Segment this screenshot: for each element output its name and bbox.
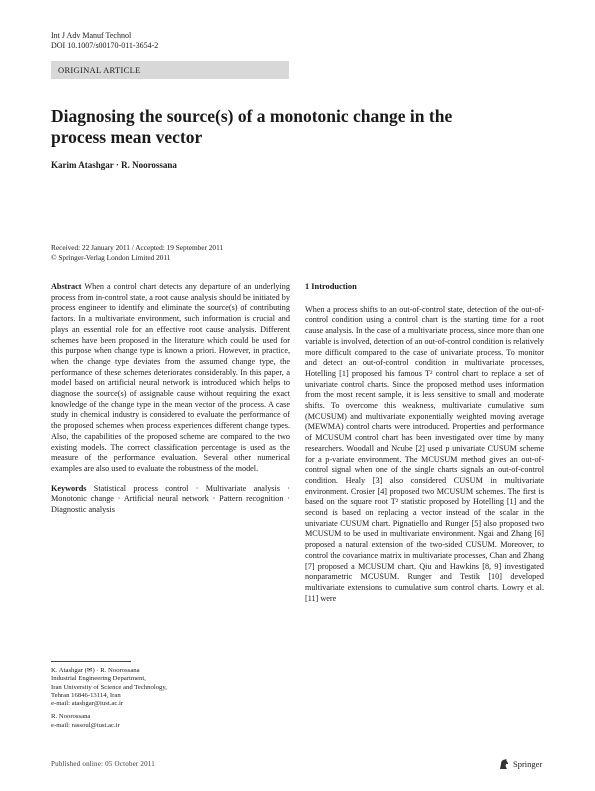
- received-date: Received: 22 January 2011 / Accepted: 19 September 2011: [51, 243, 224, 252]
- authors: Karim Atashgar · R. Noorossana: [51, 160, 177, 170]
- keywords: [51, 484, 290, 516]
- footnote-divider: [51, 661, 131, 662]
- published-online: Published online: 05 October 2011: [51, 760, 155, 768]
- doi: DOI 10.1007/s00170-011-3654-2: [51, 41, 159, 50]
- paper-title: Diagnosing the source(s) of a monotonic change in the process mean vector: [51, 106, 453, 147]
- right-column: [305, 282, 544, 604]
- article-type-label: ORIGINAL ARTICLE: [58, 65, 141, 75]
- keywords-label: Keywords: [51, 483, 87, 493]
- affiliation-line: R. Noorossana: [51, 713, 91, 721]
- abstract: [51, 282, 290, 475]
- abstract-label: Abstract: [51, 282, 82, 291]
- dates-block: [51, 243, 223, 262]
- keywords-text: Statistical process control · Multivariate analysis · Monotonic change · Artificial neural network · Pattern recognition · Diagnostic analysis: [51, 483, 290, 515]
- affiliation-line: Tehran 16846-13114, Iran: [51, 691, 121, 699]
- left-column: [51, 282, 290, 516]
- journal-name: Int J Adv Manuf Technol: [51, 31, 132, 40]
- publisher-name: Springer: [513, 759, 543, 769]
- article-type-banner: [51, 61, 289, 79]
- copyright: © Springer-Verlag London Limited 2011: [51, 252, 171, 262]
- email-link[interactable]: e-mail: rassoul@iust.ac.ir: [51, 721, 120, 729]
- affiliations: [51, 667, 167, 730]
- section-heading: 1 Introduction: [305, 282, 357, 291]
- abstract-text: When a control chart detects any departure of an underlying process from in-control state, a root cause analysis should be initiated by process engineer to identify and eliminate the source(s) of contributing factors. In a multivariate environment, such information is crucial and plays an essential role for an effective root cause analysis. Different schemes have been proposed in the literature which could be used for this purpose when change type is known a priori. However, in practice, when the change type deviates from the assumed change type, the performance of these schemes deteriorates considerably. In this paper, a model based on artificial neural network is introduced which helps to diagnose the source(s) of assignable cause without requiring the exact knowledge of the change type in the mean vector of the process. A case study in chemical industry is considered to evaluate the performance of the proposed schemes when process experiences different change types. Also, the capabilities of the proposed scheme are compared to the two existing models. The correct classification percentage is used as the measure of the performance evaluation. Several other numerical examples are also used to evaluate the robustness of the model.: [51, 282, 290, 473]
- journal-header: [51, 31, 158, 51]
- springer-knight-icon: [498, 758, 510, 770]
- affiliation-line: Iran University of Science and Technology,: [51, 683, 167, 691]
- introduction-text: When a process shifts to an out-of-control state, detection of the out-of-control condition using a control chart is the starting time for a root cause analysis. In the case of a multivariate process, since more than one variable is involved, detection of an out-of-control condition is relatively more difficult compared to the case of univariate process. To monitor and detect an out-of-control condition in multivariate processes, Hotelling [1] proposed his famous T² control chart to replace a set of univariate control charts. Since the proposed method uses information from the most recent sample, it is less sensitive to small and moderate shifts. To overcome this weakness, multivariate cumulative sum (MCUSUM) and multivariate exponentially weighted moving average (MEWMA) control charts were introduced. Properties and performance of MCUSUM control chart has been investigated over time by many researchers. Woodall and Ncube [2] used p univariate CUSUM scheme for a p-variate environment. The MCUSUM method gives an out-of-control signal when one of the single charts signals an out-of-control condition. Healy [3] also considered CUSUM in multivariate environment. Crosier [4] proposed two MCUSUM schemes. The first is based on the square root T² statistic proposed by Hotelling [1] and the second is based on replacing a vector instead of the scalar in the univariate CUSUM chart. Pignatiello and Runger [5] also proposed two MCUSUM to be used in multivariate environment. Ngai and Zhang [6] proposed a natural extension of the two-sided CUSUM. Moreover, to control the covariance matrix in multivariate processes, Chan and Zhang [7] proposed a MCUSUM chart. Qiu and Hawkins [8, 9] investigated nonparametric MCUSUM. Runger and Testik [10] developed multivariate extensions to cumulative sum control charts. Lowry et al. [11] were: [305, 304, 544, 603]
- publisher-logo: [498, 758, 542, 770]
- affiliation-line: K. Atashgar (✉) · R. Noorossana: [51, 667, 140, 674]
- email-link[interactable]: e-mail: atashgar@iust.ac.ir: [51, 700, 124, 708]
- affiliation-line: Industrial Engineering Department,: [51, 675, 146, 683]
